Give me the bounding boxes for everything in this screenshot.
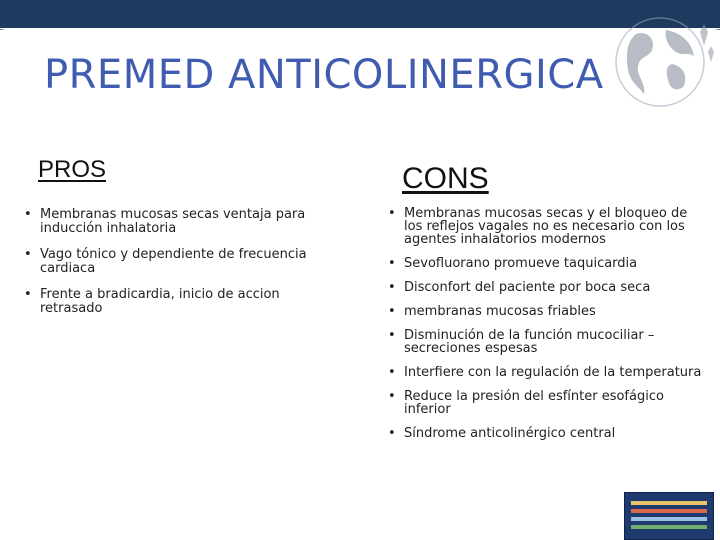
list-item: • membranas mucosas friables [388, 305, 706, 318]
cons-heading: CONS [402, 162, 489, 195]
list-item: • Interfiere con la regulación de la temperatura [388, 366, 706, 379]
list-item: • Membranas mucosas secas ventaja para inducción inhalatoria [24, 208, 324, 236]
list-item: • Reduce la presión del esfínter esofágico inferior [388, 390, 706, 416]
logo-band [631, 525, 707, 529]
logo-band [631, 509, 707, 513]
pros-heading: PROS [38, 156, 107, 183]
list-item: • Síndrome anticolinérgico central [388, 427, 706, 440]
list-item: • Frente a bradicardia, inicio de accion retrasado [24, 288, 324, 316]
logo-band [631, 517, 707, 521]
logo-band [631, 501, 707, 505]
pros-list [24, 208, 324, 328]
list-item: • Disconfort del paciente por boca seca [388, 281, 706, 294]
list-item: • Disminución de la función mucociliar – secreciones espesas [388, 329, 706, 355]
list-item: • Sevofluorano promueve taquicardia [388, 257, 706, 270]
slide-title: PREMED ANTICOLINERGICA [44, 52, 604, 98]
list-item: • Membranas mucosas secas y el bloqueo de los reflejos vagales no es necesario con los agentes inhalatorios modernos [388, 207, 706, 246]
list-item: • Vago tónico y dependiente de frecuencia cardiaca [24, 248, 324, 276]
organization-logo [624, 492, 714, 540]
cons-list [388, 207, 706, 451]
